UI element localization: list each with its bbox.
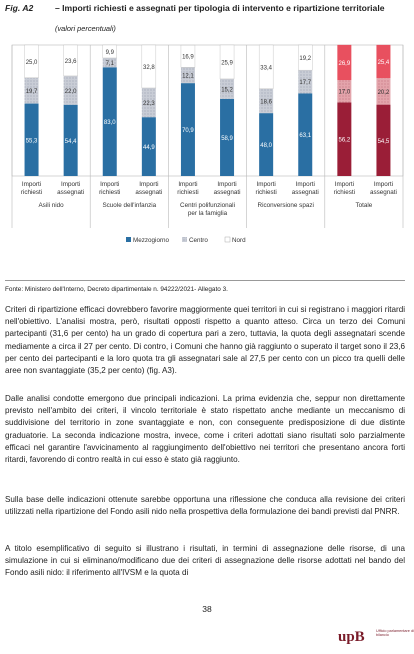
data-label: 55,3 [25, 138, 38, 145]
bar-category-label: Importi [295, 181, 315, 188]
data-label: 23,6 [64, 58, 77, 65]
bar-category-label: Importi [373, 181, 394, 188]
legend-swatch-mezzogiorno [126, 237, 131, 242]
data-label: 18,6 [260, 99, 272, 106]
group-label: Asili nido [38, 202, 64, 209]
data-label: 54,5 [377, 138, 390, 145]
bar-category-label: Importi [21, 181, 42, 188]
group-label: Centri polifunzionali [180, 202, 235, 209]
logo-mark: upB [338, 629, 365, 645]
data-label: 48,0 [260, 143, 272, 150]
stacked-bar-chart [0, 38, 414, 278]
data-label: 33,4 [260, 65, 272, 72]
paragraph-2: Dalle analisi condotte emergono due principali indicazioni. La prima evidenzia che, seppur non direttamente previsto nell'ambito dei criteri, il vincolo territoriale è stato rispettato anche mediante un meccanismo di suddivisione del territorio in zone svantaggiate e non, con conseguente predisposizione di due distinte graduatorie. La seconda indicazione mostra, invece, come i criteri adottati siano risultati solo parzialmente efficaci nel garantire l'avvicinamento al raggiungimento dell'obiettivo nei territori che presentano ancora forti ritardi, favorendo di contro realtà in cui esso è stato già raggiunto. [5, 394, 405, 465]
data-label: 32,8 [143, 64, 155, 71]
data-label: 26,9 [338, 60, 351, 67]
bar-category-label: Importi [217, 181, 237, 188]
group-label: per la famiglia [187, 210, 228, 217]
bar-category-label: richiesti [333, 189, 356, 196]
data-label: 17,0 [338, 89, 351, 96]
data-label: 7,1 [105, 61, 114, 68]
data-label: 17,7 [299, 80, 312, 87]
bar-category-label: Importi [139, 181, 159, 188]
data-label: 25,9 [221, 60, 233, 67]
page-number: 38 [202, 604, 212, 614]
bar-category-label: richiesti [177, 189, 199, 196]
data-label: 70,9 [182, 128, 194, 135]
figure-number: Fig. A2 [5, 3, 34, 13]
data-label: 19,7 [25, 89, 38, 96]
bar-category-label: Importi [334, 181, 354, 188]
data-label: 20,2 [377, 89, 390, 96]
data-label: 63,1 [299, 133, 312, 140]
data-label: 22,3 [143, 101, 155, 108]
upb-logo [338, 628, 414, 646]
source-rule [5, 280, 405, 281]
legend-swatch-nord [225, 237, 230, 242]
bar-category-label: Importi [100, 181, 120, 188]
source-note: Fonte: Ministero dell'Interno, Decreto dipartimentale n. 94222/2021- Allegato 3. [5, 286, 228, 293]
legend-label: Nord [232, 237, 246, 244]
data-label: 56,2 [338, 137, 351, 144]
logo-text: Ufficio parlamentare di bilancio [376, 629, 414, 638]
data-label: 15,2 [221, 87, 233, 94]
data-label: 83,0 [103, 120, 116, 127]
data-label: 58,9 [221, 135, 233, 142]
data-label: 12,1 [182, 73, 194, 80]
data-label: 54,4 [64, 138, 77, 145]
bar-category-label: richiesti [255, 189, 277, 196]
bar-category-label: richiesti [20, 189, 43, 196]
data-label: 25,0 [25, 59, 38, 66]
paragraph-4: A titolo esemplificativo di seguito si illustrano i risultati, in termini di assegnazione delle risorse, di una simulazione in cui si eliminano/modificano due dei criteri di assegnazione delle risorse adottati nel bando del Fondo asili nido: il riferimento all'IVSM e la quota di [5, 544, 405, 578]
group-label: Totale [355, 202, 373, 209]
figure-subtitle: (valori percentuali) [55, 24, 116, 33]
data-label: 44,9 [143, 145, 155, 152]
legend-label: Centro [189, 237, 208, 244]
group-label: Scuole dell'infanzia [102, 202, 157, 209]
paragraph-1: Criteri di ripartizione efficaci dovrebbero favorire maggiormente quei territori in cui si registrano i maggiori ritardi nell'obiettivo. L'analisi mostra, però, risultati opposti rispetto a quanto atteso. Circa un terzo dei Comuni partecipanti (31,6 per cento) ha un grado di copertura pari a zero, tuttavia, la quota degli assegnatari scende mediamente a circa il 27 per cento. Di contro, i Comuni che hanno già raggiunto o superato il target sono il 23,6 per cento dei partecipanti e la loro quota tra gli assegnatari sale al 27,5 per cento con un picco tra quelli delle aree non svantaggiate (35,2 per cento) (fig. A3). [5, 305, 405, 376]
bar-category-label: richiesti [99, 189, 121, 196]
legend-swatch-centro [182, 237, 187, 242]
bar-category-label: assegnati [135, 189, 163, 196]
data-label: 22,0 [64, 88, 77, 95]
bar-category-label: Importi [256, 181, 276, 188]
data-label: 25,4 [377, 60, 390, 67]
legend-label: Mezzogiorno [133, 237, 170, 244]
data-label: 9,9 [105, 49, 114, 56]
bar-category-label: assegnati [369, 189, 397, 196]
data-label: 19,2 [299, 56, 312, 63]
bar-category-label: assegnati [57, 189, 85, 196]
bar-category-label: assegnati [213, 189, 241, 196]
bar-category-label: Importi [178, 181, 198, 188]
figure-title: – Importi richiesti e assegnati per tipologia di intervento e ripartizione territoriale [55, 3, 385, 13]
bar-category-label: Importi [61, 181, 81, 188]
bar-category-label: assegnati [291, 189, 319, 196]
paragraph-3: Sulla base delle indicazioni ottenute sarebbe opportuna una riflessione che conduca alla revisione dei criteri utilizzati nella ripartizione del Fondo asili nido nella prospettiva della formulazione dei bandi previsti dal PNRR. [5, 495, 405, 517]
data-label: 16,9 [182, 54, 194, 61]
group-label: Riconversione spazi [257, 202, 314, 209]
